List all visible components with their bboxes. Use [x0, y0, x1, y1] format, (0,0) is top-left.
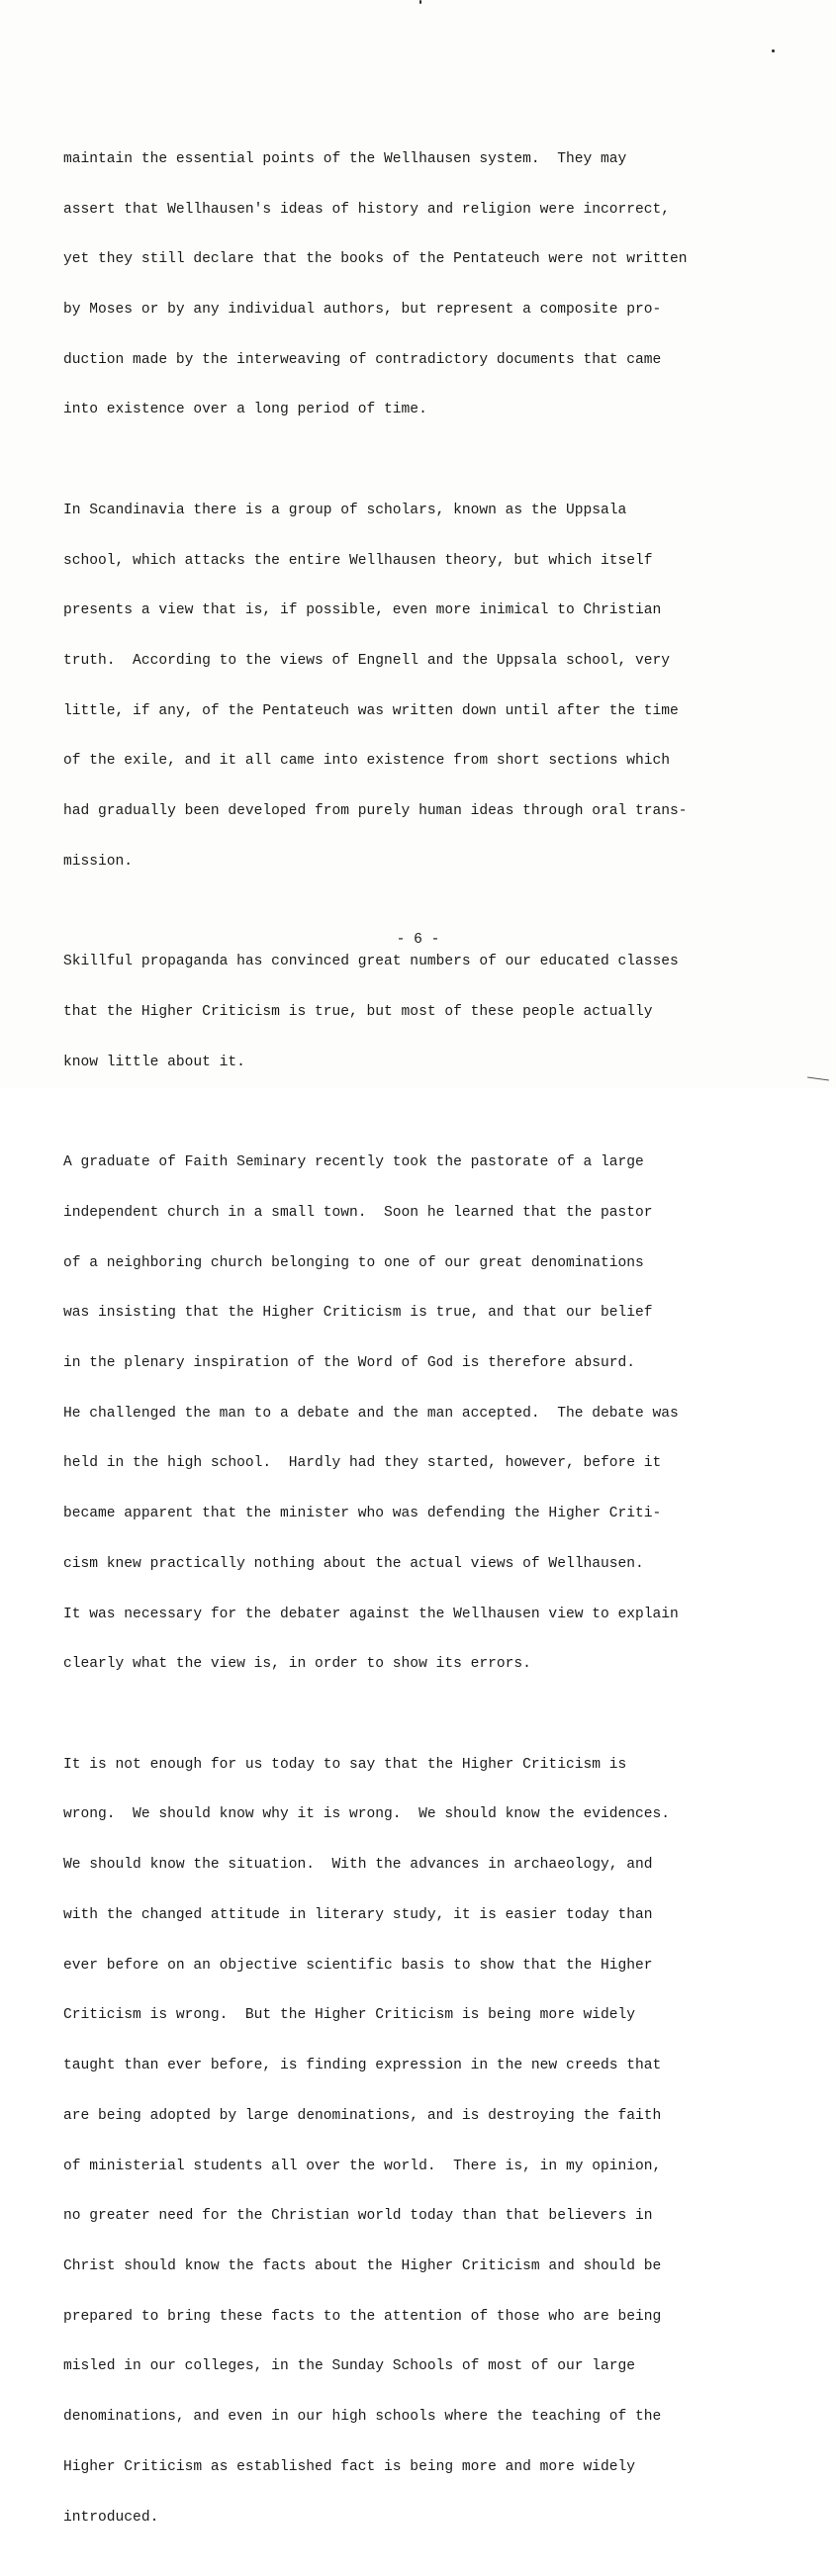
- text-line: became apparent that the minister who was defending the Higher Criti-: [63, 1506, 662, 1522]
- text-line: In Scandinavia there is a group of scholars, known as the Uppsala: [63, 502, 627, 518]
- text-line: maintain the essential points of the Wellhausen system. They may: [63, 150, 627, 167]
- text-line: that the Higher Criticism is true, but most of these people actually: [63, 1004, 653, 1020]
- text-line: independent church in a small town. Soon he learned that the pastor: [63, 1204, 653, 1221]
- scan-mark: [807, 1076, 829, 1080]
- text-line: Christ should know the facts about the Higher Criticism and should be: [63, 2257, 662, 2274]
- text-line: was insisting that the Higher Criticism is true, and that our belief: [63, 1305, 653, 1322]
- text-line: had gradually been developed from purely human ideas through oral trans-: [63, 803, 688, 820]
- text-line: of ministerial students all over the world. There is, in my opinion,: [63, 2158, 662, 2174]
- text-line: introduced.: [63, 2509, 159, 2526]
- paragraph: [63, 469, 795, 904]
- text-line: Higher Criticism as established fact is being more and more widely: [63, 2458, 636, 2475]
- text-line: in the plenary inspiration of the Word of God is therefore absurd.: [63, 1355, 636, 1372]
- text-line: held in the high school. Hardly had they started, however, before it: [63, 1455, 662, 1472]
- text-line: of the exile, and it all came into existence from short sections which: [63, 753, 671, 770]
- text-line: We should know the situation. With the advances in archaeology, and: [63, 1857, 653, 1874]
- text-line: school, which attacks the entire Wellhausen theory, but which itself: [63, 552, 653, 569]
- text-line: are being adopted by large denominations, and is destroying the faith: [63, 2107, 662, 2124]
- text-line: yet they still declare that the books of the Pentateuch were not written: [63, 251, 688, 268]
- text-line: Criticism is wrong. But the Higher Criticism is being more widely: [63, 2007, 636, 2024]
- document-body: [63, 118, 795, 2576]
- text-line: into existence over a long period of time.: [63, 402, 427, 418]
- text-line: with the changed attitude in literary study, it is easier today than: [63, 1906, 653, 1923]
- text-line: It was necessary for the debater against the Wellhausen view to explain: [63, 1606, 679, 1622]
- text-line: He challenged the man to a debate and the man accepted. The debate was: [63, 1405, 679, 1422]
- scan-speck: [772, 49, 775, 52]
- text-line: of a neighboring church belonging to one of our great denominations: [63, 1254, 644, 1271]
- page-number: - 6 -: [396, 932, 440, 948]
- paragraph: [63, 920, 795, 1104]
- scan-speck: [419, 0, 421, 4]
- paragraph: [63, 118, 795, 452]
- paragraph: [63, 1121, 795, 1706]
- text-line: mission.: [63, 853, 134, 870]
- text-line: Skillful propaganda has convinced great numbers of our educated classes: [63, 954, 679, 970]
- text-line: clearly what the view is, in order to show its errors.: [63, 1656, 531, 1673]
- text-line: ever before on an objective scientific basis to show that the Higher: [63, 1957, 653, 1974]
- text-line: know little about it.: [63, 1054, 245, 1070]
- text-line: wrong. We should know why it is wrong. We should know the evidences.: [63, 1806, 671, 1823]
- text-line: truth. According to the views of Engnell and the Uppsala school, very: [63, 652, 671, 669]
- text-line: by Moses or by any individual authors, but represent a composite pro-: [63, 301, 662, 318]
- text-line: A graduate of Faith Seminary recently took the pastorate of a large: [63, 1154, 644, 1171]
- paragraph: [63, 1723, 795, 2559]
- text-line: duction made by the interweaving of contradictory documents that came: [63, 351, 662, 368]
- text-line: taught than ever before, is finding expression in the new creeds that: [63, 2058, 662, 2074]
- text-line: denominations, and even in our high schools where the teaching of the: [63, 2409, 662, 2426]
- text-line: no greater need for the Christian world today than that believers in: [63, 2208, 653, 2225]
- text-line: presents a view that is, if possible, even more inimical to Christian: [63, 602, 662, 619]
- text-line: prepared to bring these facts to the attention of those who are being: [63, 2308, 662, 2325]
- text-line: cism knew practically nothing about the actual views of Wellhausen.: [63, 1555, 644, 1572]
- text-line: It is not enough for us today to say that the Higher Criticism is: [63, 1756, 627, 1773]
- text-line: misled in our colleges, in the Sunday Schools of most of our large: [63, 2358, 636, 2375]
- text-line: assert that Wellhausen's ideas of history and religion were incorrect,: [63, 201, 671, 218]
- text-line: little, if any, of the Pentateuch was written down until after the time: [63, 702, 679, 719]
